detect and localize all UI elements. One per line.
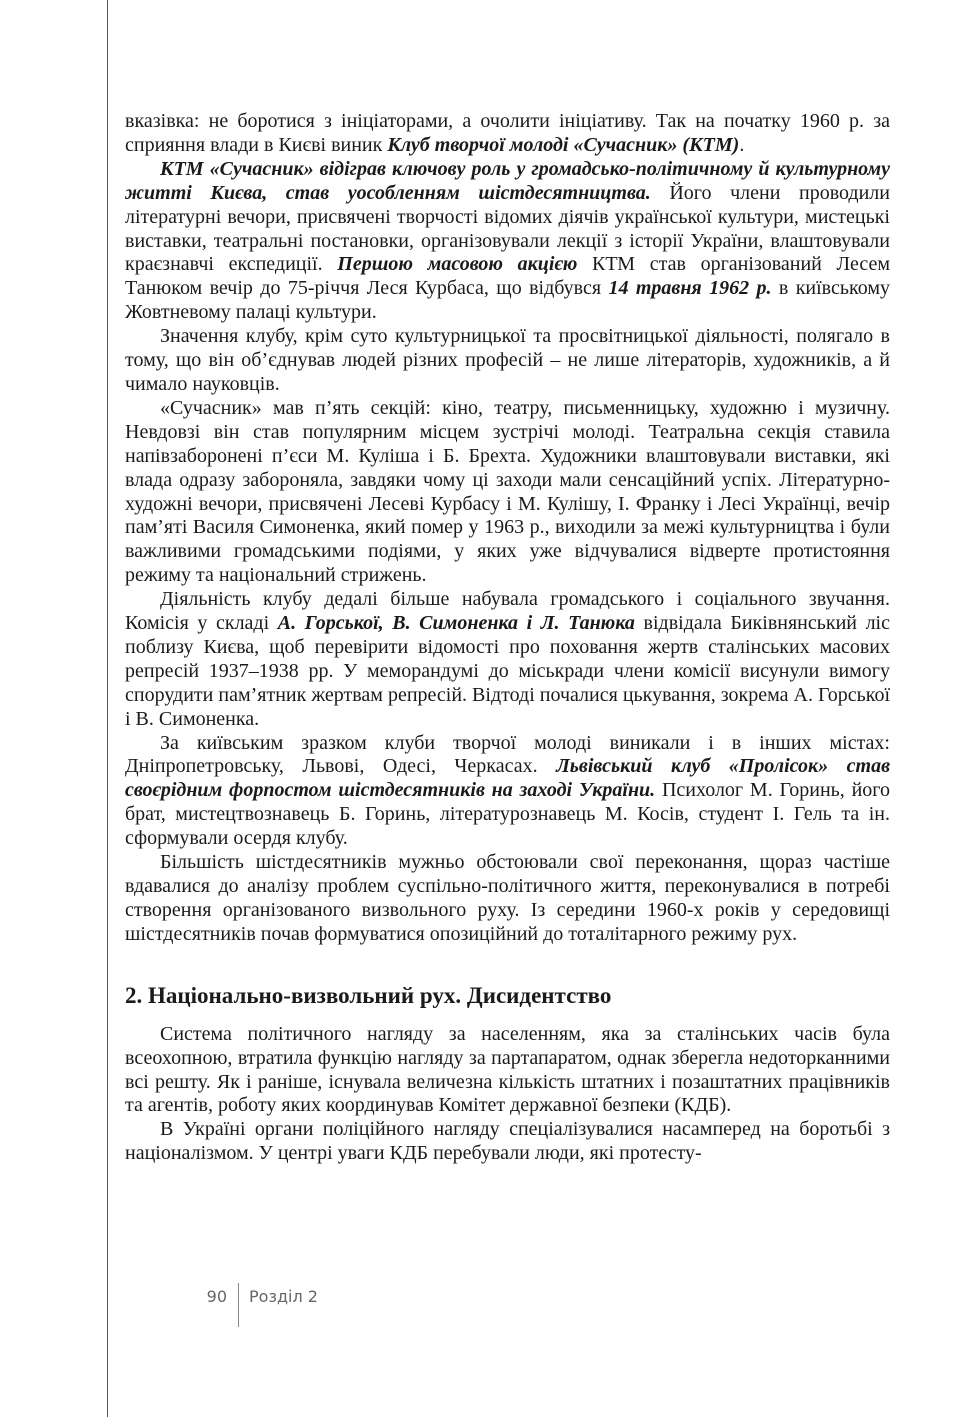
text-run: Значення клубу, крім суто культурницької та просвітницької діяльності, полягало в тому, що він об’єднував людей різних професій – не лише літераторів, художників, а й чимало науковців. [125,325,890,395]
text-run: . [739,133,745,156]
paragraph [125,1118,890,1166]
text-run: Психолог М. Горинь, його брат, мистецтвознавець Б. Горинь, літературознавець М. Косів, студент І. Гель та ін. сформували осердя клубу. [125,779,890,850]
page-footer [0,1283,963,1327]
paragraph [125,851,890,947]
text-run: За київським зразком клуби творчої молоді виникали і в інших містах: Дніпропетровську, Львові, Одесі, Черкасах. [125,731,890,778]
paragraph [125,158,890,325]
page-number: 90 [206,1287,227,1306]
text-run: відвідала Биківнянський ліс поблизу Києва, щоб перевірити відомості про поховання жертв сталінських масових репресій 1937–1938 рр. У меморандумі до міськради члени комісії висунули вимогу спорудити пам’ятник жертвам репресій. Відтоді почалися цькування, зокрема А. Горської і В. Симоненка. [125,612,891,730]
paragraphs-section [125,1023,890,1166]
emphasis-text: Львівський клуб «Пролісок» став своєрідним форпостом шістдесятників на заході України. [125,755,890,802]
paragraph [125,1023,890,1119]
text-run: «Сучасник» мав п’ять секцій: кіно, театру, письменницьку, художню і музичну. Невдовзі він став популярним місцем зустрічі молоді. Театральна секція ставила напівзаборонені п’єси М. Куліша і Б. Брехта. Художники влаштовували виставки, які влада одразу забороняла, завдяки чому ці заходи мали сенсаційний успіх. Літературно-художні вечори, присвячені Лесеві Курбасу і М. Кулішу, І. Франку і Лесі Українці, вечір пам’яті Василя Симоненка, який помер у 1963 р., виходили за межі культурництва і були важливими громадськими подіями, у яких уже відчувалися відверте протистояння режиму та національний стрижень. [125,396,890,587]
text-run: в київському Жовтневому палаці культури. [125,277,890,324]
footer-divider [238,1283,239,1327]
text-run: Його члени проводили літературні вечори, присвячені творчості відомих діячів української культури, мистецькі виставки, театральні постановки, організовували лекції з історії України, влаштовували краєзнавчі експедиції. [125,181,890,276]
text-run: В Україні органи поліційного нагляду спеціалізувалися насамперед на боротьбі з націоналізмом. У центрі уваги КДБ перебували люди, які протесту- [125,1118,890,1165]
text-run: КТМ став організований Лесем Танюком вечір до 75-річчя Леся Курбаса, що відбувся [125,253,890,300]
paragraph [125,110,890,158]
paragraph [125,732,890,852]
paragraphs-top [125,110,890,947]
emphasis-text: Клуб творчої молоді «Сучасник» (КТМ) [387,133,740,156]
text-run: Діяльність клубу дедалі більше набувала громадського і соціального звучання. Комісія у складі [125,588,890,635]
emphasis-text: А. Горської, В. Симоненка і Л. Танюка [277,612,635,635]
page-body [125,110,890,1166]
chapter-label: Розділ 2 [249,1287,318,1306]
text-run: вказівка: не боротися з ініціаторами, а очолити ініціативу. Так на початку 1960 р. за сприяння влади в Києві виник [125,110,890,156]
emphasis-text: 14 травня 1962 р. [608,277,772,300]
emphasis-text: Першою масовою акцією [337,253,578,276]
paragraph [125,397,890,588]
text-run: Більшість шістдесятників мужньо обстоювали свої переконання, щораз частіше вдавалися до аналізу проблем суспільно-політичного життя, переконувалися в потребі створення організованого визвольного руху. Із середини 1960-х років у середовищі шістдесятників почав формуватися опозиційний до тоталітарного режиму рух. [125,851,890,945]
paragraph [125,588,890,731]
section-heading: 2. Національно-визвольний рух. Дисидентство [125,982,612,1008]
emphasis-text: КТМ «Сучасник» відіграв ключову роль у громадсько-політичному й культурному житті Києва, став уособленням шістдесятництва. [125,157,890,204]
text-run: Система політичного нагляду за населенням, яка за сталінських часів була всеохопною, втратила функцію нагляду за партапаратом, однак зберегла недоторканними всі решту. Як і раніше, існувала величезна кількість штатних і позаштатних працівників та агентів, роботу яких координував Комітет державної безпеки (КДБ). [125,1022,890,1117]
margin-rule [107,0,108,1417]
paragraph [125,325,890,397]
